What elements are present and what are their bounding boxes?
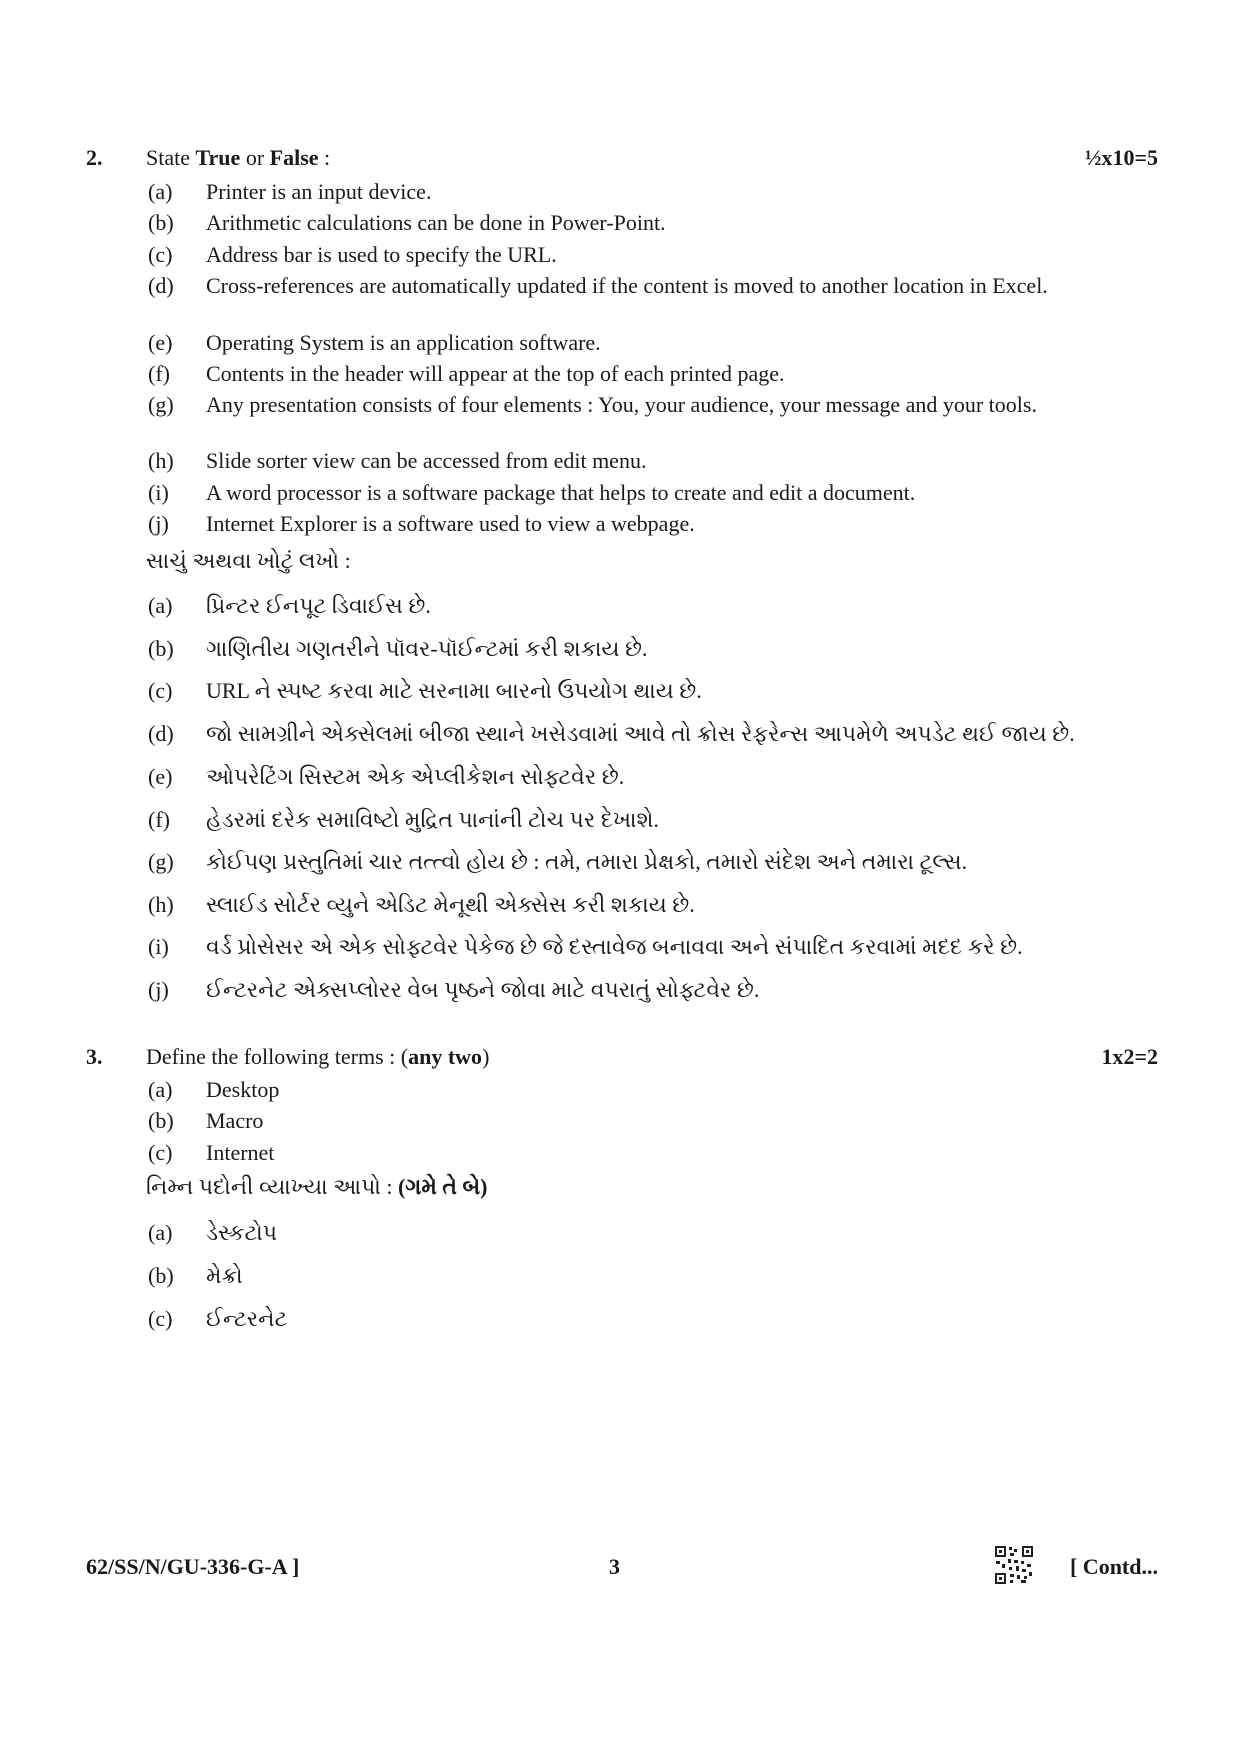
question-3-header <box>86 1044 1158 1074</box>
continued-label: [ Contd... <box>1069 1554 1158 1579</box>
question-3-number: 3. <box>86 1044 103 1069</box>
question-2-marks: ½x10=5 <box>1084 145 1158 170</box>
page-number: 3 <box>609 1554 620 1579</box>
exam-page: 2. State True or False : ½x10=5 (a) Printer is an input device. (b) Arithmetic calculations can be done in Power-Point. (c) Address bar is used to specify the URL. (d) Cross-references are automatically updated if the content is moved to another location in Excel. (e) Operating System is an application software. (f) Contents in the header will appear at the top of each printed page. (g) Any presentation consists of four elements : You, your audience, your message and your tools. (h) Slide sorter view can be accessed from edit menu. (i) A word processor is a software package that helps to create and edit a document. (j) Internet Explorer is a software used to view a webpage. સાચું અથવા ખોટું લખો : (a) પ્રિન્ટર ઈનપૂટ ડિવાઈસ છે. (b) ગાણિતીય ગણતરીને પૉવર-પૉઈન્ટમાં કરી શકાય છે. (c) URL ને સ્પષ્ટ કરવા માટે સરનામા બારનો ઉપયોગ થાય છે. (d) જો સામગ્રીને એક્સેલમાં બીજા સ્થાને ખસેડવામાં આવે તો ક્રોસ રેફરેન્સ આપમેળે અપડેટ થઈ જાય છે. (e) ઓપરેટિંગ સિસ્ટમ એક એપ્લીકેશન સોફ્ટવેર છે. (f) હેડરમાં દરેક સમાવિષ્ટો મુદ્રિત પાનાંની ટોચ પર દેખાશે. (g) કોઈપણ પ્રસ્તુતિમાં ચાર તત્ત્વો હોય છે : તમે, તમારા પ્રેક્ષકો, તમારો સંદેશ અને તમારા ટૂલ્સ. (h) સ્લાઈડ સોર્ટર વ્યુને એડિટ મેનૂથી એક્સેસ કરી શકાય છે. (i) વર્ડ પ્રોસેસર એ એક સોફ્ટવેર પેકેજ છે જે દસ્તાવેજ બનાવવા અને સંપાદિત કરવામાં મદદ કરે છે. (j) ઈન્ટરનેટ એક્સપ્લોરર વેબ પૃષ્ઠને જોવા માટે વપરાતું સોફ્ટવેર છે. 3. Define the following terms : (any two) 1x2=2 (a) Desktop (b) Macro (c) Internet નિમ્ન પદોની વ્યાખ્યા આપો : (ગમે તે બે) (a) ડેસ્કટોપ (b) મેક્રો (c) ઈન્ટરનેટ 62/SS/N/GU-336-G-A ] 3 [ Contd... <box>0 0 1240 1755</box>
question-3-marks: 1x2=2 <box>1101 1044 1158 1069</box>
question-2-header <box>86 145 1158 175</box>
q3-gujarati-instruction: નિમ્ન પદોની વ્યાખ્યા આપો : (ગમે તે બે) <box>146 1174 488 1199</box>
question-3-text: Define the following terms : (any two) <box>146 1044 490 1069</box>
qr-code-icon <box>994 1545 1034 1585</box>
question-2-number: 2. <box>86 145 103 170</box>
q2-gujarati-instruction: સાચું અથવા ખોટું લખો : <box>146 548 351 573</box>
question-2-text: State True or False : <box>146 145 331 170</box>
paper-code: 62/SS/N/GU-336-G-A ] <box>86 1554 300 1579</box>
